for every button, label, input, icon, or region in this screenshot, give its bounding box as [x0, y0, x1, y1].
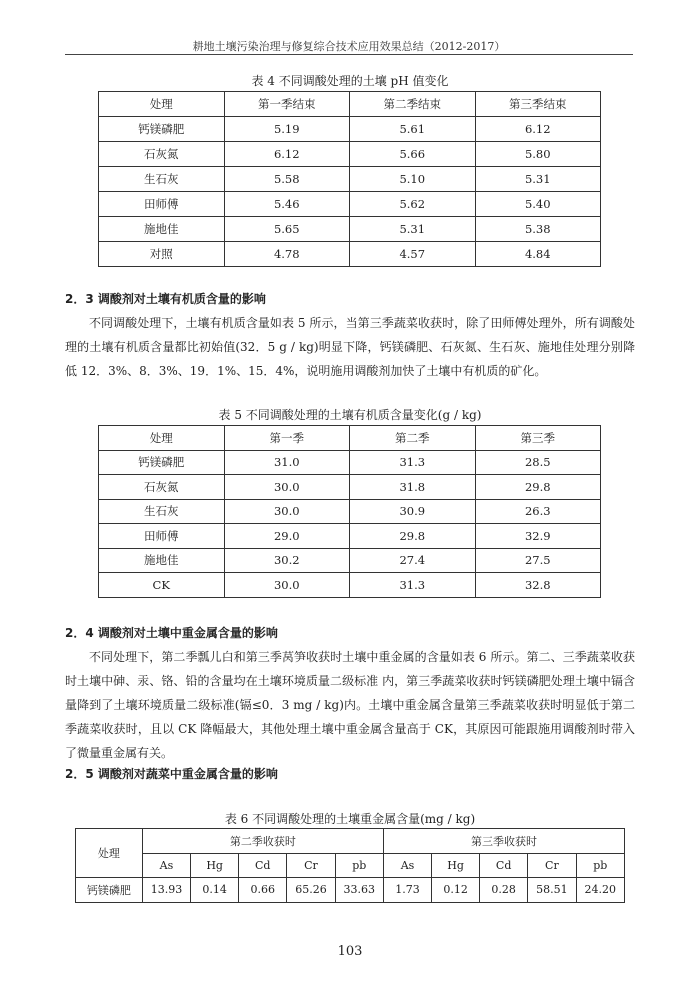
column-header: 第三季结束 [475, 92, 601, 117]
table-cell: 钙镁磷肥 [99, 117, 225, 142]
table-cell: 5.65 [224, 217, 350, 242]
table5-caption: 表 5 不同调酸处理的土壤有机质含量变化(g / kg) [218, 408, 482, 422]
table-cell: 29.0 [224, 524, 350, 549]
table-cell: 27.5 [475, 548, 601, 573]
table-cell: 石灰氮 [99, 475, 225, 500]
element-header: As [383, 853, 431, 878]
table-cell: 26.3 [475, 499, 601, 524]
table-cell: 30.0 [224, 573, 350, 598]
table-cell: 5.38 [475, 217, 601, 242]
table-header-row [99, 92, 601, 117]
table6-group: 第三季收获时 [383, 829, 624, 854]
table-cell: 27.4 [350, 548, 476, 573]
table-cell: 1.73 [383, 878, 431, 903]
header-rule [65, 54, 633, 55]
table-cell: 30.9 [350, 499, 476, 524]
section-2-3-heading: 2．3 调酸剂对土壤有机质含量的影响 [65, 292, 266, 306]
table6-row-header: 处理 [76, 829, 143, 878]
table-cell: 5.61 [350, 117, 476, 142]
table6-heavy-metals [75, 828, 625, 903]
element-header: Cr [287, 853, 335, 878]
section-2-4-paragraph: 不同处理下，第二季瓢儿白和第三季莴笋收获时土壤中重金属的含量如表 6 所示。第二、三季蔬菜收获时土壤中砷、汞、铬、铅的含量均在土壤环境质量二级标准 内，第三季蔬菜收获时钙镁磷肥处理土壤中镉含量降到了土壤环境质量二级标准(镉≤0．3 mg / kg)内。土壤中重金属含量第三季蔬菜收获时明显低于第二季蔬菜收获时，且以 CK 降幅最大，其他处理土壤中重金属含量高于 CK，其原因可能跟施用调酸剂时带入了微量重金属有关。 [65, 650, 635, 760]
column-header: 第二季 [350, 426, 476, 451]
column-header: 第一季结束 [224, 92, 350, 117]
table-cell: 0.66 [239, 878, 287, 903]
table-cell: 30.0 [224, 499, 350, 524]
table-cell: 对照 [99, 242, 225, 267]
table-cell: 5.66 [350, 142, 476, 167]
table-cell: 生石灰 [99, 499, 225, 524]
table-row [99, 548, 601, 573]
table4-caption: 表 4 不同调酸处理的土壤 pH 值变化 [251, 74, 449, 88]
table-cell: 0.28 [480, 878, 528, 903]
element-header: Cd [239, 853, 287, 878]
table-cell: 32.9 [475, 524, 601, 549]
table-header-row [99, 426, 601, 451]
element-header: pb [335, 853, 383, 878]
table-cell: 13.93 [142, 878, 190, 903]
table-cell: 28.5 [475, 450, 601, 475]
column-header: 第三季 [475, 426, 601, 451]
element-header: Cd [480, 853, 528, 878]
table-cell: 30.0 [224, 475, 350, 500]
page-number: 103 [337, 944, 363, 959]
table-cell: 5.40 [475, 192, 601, 217]
table-cell: 田师傅 [99, 524, 225, 549]
table-row [99, 450, 601, 475]
table-cell: 4.78 [224, 242, 350, 267]
column-header: 第二季结束 [350, 92, 476, 117]
table-row [99, 167, 601, 192]
table-cell: 5.31 [350, 217, 476, 242]
table-cell: 29.8 [475, 475, 601, 500]
table-cell: 5.80 [475, 142, 601, 167]
table5-organic-matter [98, 425, 601, 598]
table-cell: 24.20 [576, 878, 624, 903]
table-row [99, 475, 601, 500]
element-header: As [142, 853, 190, 878]
table6-caption: 表 6 不同调酸处理的土壤重金属含量(mg / kg) [224, 812, 476, 826]
column-header: 处理 [99, 92, 225, 117]
table-cell: 29.8 [350, 524, 476, 549]
table-row [99, 242, 601, 267]
table-cell: 田师傅 [99, 192, 225, 217]
table-cell: 0.14 [191, 878, 239, 903]
table-cell: 6.12 [475, 117, 601, 142]
table-row [99, 499, 601, 524]
table6-group: 第二季收获时 [142, 829, 383, 854]
table-cell: 31.8 [350, 475, 476, 500]
table-cell: 30.2 [224, 548, 350, 573]
table-cell: 33.63 [335, 878, 383, 903]
section-2-4-heading: 2．4 调酸剂对土壤中重金属含量的影响 [65, 626, 278, 640]
section-2-5-heading: 2．5 调酸剂对蔬菜中重金属含量的影响 [65, 767, 278, 781]
table-cell: 4.57 [350, 242, 476, 267]
column-header: 处理 [99, 426, 225, 451]
table-cell: 31.3 [350, 573, 476, 598]
table-cell: 0.12 [432, 878, 480, 903]
table-cell: 4.84 [475, 242, 601, 267]
table-cell: 钙镁磷肥 [99, 450, 225, 475]
table-cell: 施地佳 [99, 217, 225, 242]
table-cell: 5.58 [224, 167, 350, 192]
table-cell: 5.46 [224, 192, 350, 217]
table-row [99, 142, 601, 167]
table-cell: 65.26 [287, 878, 335, 903]
element-header: Cr [528, 853, 576, 878]
section-2-3-paragraph: 不同调酸处理下，土壤有机质含量如表 5 所示，当第三季蔬菜收获时，除了田师傅处理外，所有调酸处理的土壤有机质含量都比初始值(32．5 g / kg)明显下降，钙镁磷肥、石灰氮、生石灰、施地佳处理分别降低 12．3%、8．3%、19．1%、15．4%，说明施用调酸剂加快了土壤中有机质的矿化。 [65, 316, 635, 378]
element-header: Hg [191, 853, 239, 878]
table-row [99, 573, 601, 598]
table-cell: 5.10 [350, 167, 476, 192]
table-cell: 生石灰 [99, 167, 225, 192]
table-cell: 31.0 [224, 450, 350, 475]
table-cell: 58.51 [528, 878, 576, 903]
column-header: 第一季 [224, 426, 350, 451]
table-cell: 5.62 [350, 192, 476, 217]
element-header: Hg [432, 853, 480, 878]
table-cell: 钙镁磷肥 [76, 878, 143, 903]
table-row [99, 524, 601, 549]
table4-ph [98, 91, 601, 267]
table-cell: CK [99, 573, 225, 598]
table-cell: 31.3 [350, 450, 476, 475]
element-header: pb [576, 853, 624, 878]
table-cell: 5.31 [475, 167, 601, 192]
table-cell: 6.12 [224, 142, 350, 167]
running-header: 耕地土壤污染治理与修复综合技术应用效果总结（2012-2017） [192, 40, 506, 53]
table-cell: 施地佳 [99, 548, 225, 573]
table-cell: 32.8 [475, 573, 601, 598]
table-cell: 5.19 [224, 117, 350, 142]
table-row [99, 117, 601, 142]
table-row [99, 217, 601, 242]
table-cell: 石灰氮 [99, 142, 225, 167]
table-row [76, 878, 625, 903]
table-row [99, 192, 601, 217]
